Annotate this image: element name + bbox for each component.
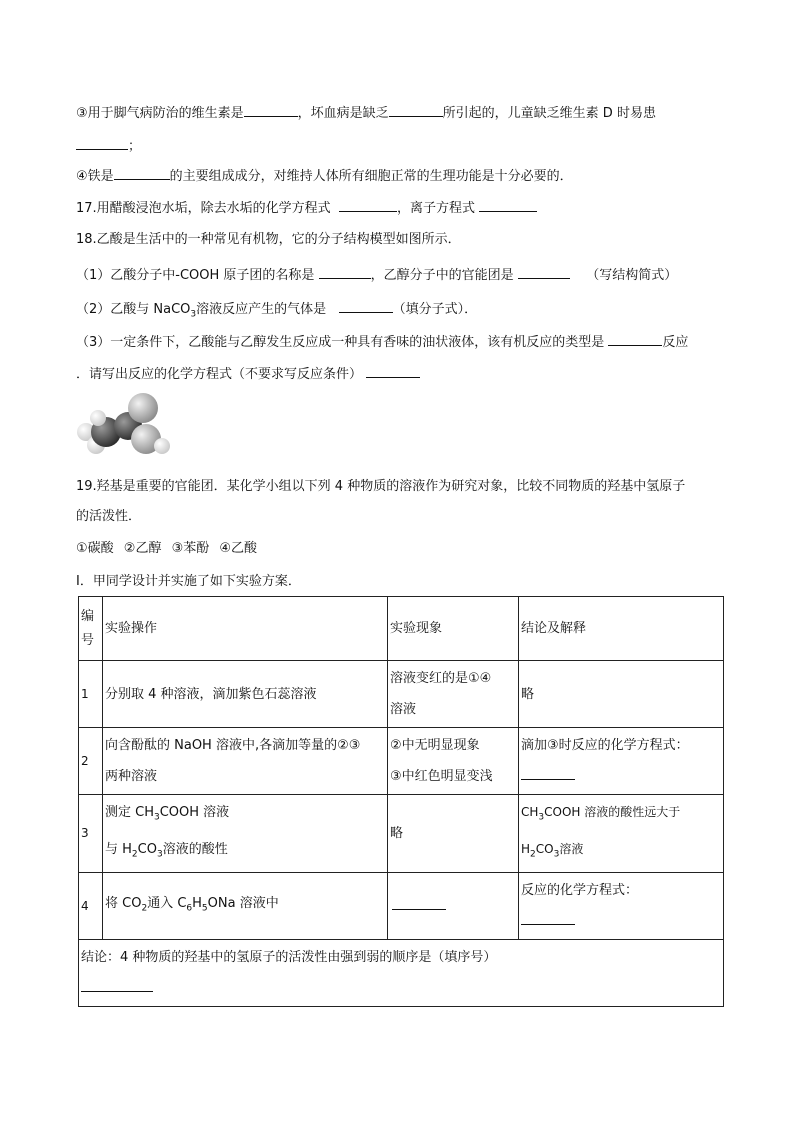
table-row [79,661,724,728]
text-fragment: 溶液 [559,841,584,856]
row-number [79,795,103,873]
answer-blank[interactable] [114,166,170,180]
text-fragment: 1 [81,686,89,701]
text-fragment: 结论：4 种物质的羟基中的氢原子的活泼性由强到弱的顺序是（填序号） [81,950,497,966]
text-fragment: （写结构简式） [586,268,678,283]
q16-item3-line1 [76,103,656,123]
text-fragment: 实验现象 [390,621,443,636]
text-fragment: ONa 溶液中 [207,895,279,911]
text-fragment: 滴加③时反应的化学方程式： [521,738,689,753]
text-fragment: 2 [530,848,536,859]
text-fragment: 2 [141,903,148,914]
header-number [79,597,103,661]
row-number [79,873,103,940]
row-conclusion [519,873,724,940]
q18-part2 [76,299,477,324]
text-fragment: 2 [131,849,138,860]
text-fragment: 两种溶液 [105,769,158,784]
text-fragment: 略 [390,826,404,842]
text-fragment: （3）一定条件下，乙酸能与乙醇发生反应成一种具有香味的油状液体，该有机反应的类型是 [76,335,605,350]
answer-blank[interactable] [366,364,420,378]
text-fragment: 反应 [662,335,689,350]
text-fragment: ； [128,139,142,154]
text-fragment: 4 [81,898,89,913]
text-fragment: 溶液反应产生的气体是 [196,302,327,317]
text-fragment: 通入 C [147,895,187,911]
q18-part3-line2 [76,364,420,384]
text-fragment: COOH 溶液的酸性远大于 [544,805,681,820]
q16-item3-line2 [76,136,141,156]
text-fragment: 2 [81,753,89,768]
row-observation [388,795,519,873]
text-fragment: 5 [201,903,208,914]
table-row [79,873,724,940]
q19-stem-2 [76,508,141,526]
text-fragment: ，乙醇分子中的官能团是 [370,268,514,283]
text-fragment: 测定 CH [105,805,154,820]
text-fragment: I．甲同学设计并实施了如下实验方案． [76,574,301,589]
text-fragment: CH [521,805,539,820]
text-fragment: （1）乙酸分子中-COOH 原子团的名称是 [76,268,315,283]
text-fragment: 溶液的酸性 [162,841,228,857]
text-fragment: 3 [190,309,197,320]
text-fragment: 编 [81,608,95,624]
text-fragment: 略 [521,686,535,702]
row-conclusion [519,795,724,873]
text-fragment: 17.用醋酸浸泡水垢，除去水垢的化学方程式 [76,201,331,216]
row-observation [388,873,519,940]
text-fragment: 3 [154,812,160,823]
experiment-table [78,596,724,1007]
oxygen-atom [128,393,158,423]
text-fragment: 反应的化学方程式： [521,883,639,899]
text-fragment: CO [535,841,554,856]
text-fragment: 分别取 4 种溶液，滴加紫色石蕊溶液 [105,686,317,702]
row-conclusion [519,728,724,795]
text-fragment: 的活泼性． [76,509,142,524]
table-conclusion-row [79,940,724,1007]
header-operation [103,597,388,661]
text-fragment: 溶液 [390,702,417,717]
answer-blank[interactable] [76,136,128,150]
conclusion-cell [79,940,724,1007]
answer-blank[interactable] [389,103,443,117]
row-number [79,661,103,728]
text-fragment: 的主要组成成分，对维持人体所有细胞正常的生理功能是十分必要的． [169,169,573,184]
answer-blank[interactable] [339,299,393,313]
row-operation [103,795,388,873]
hydrogen-atom [154,438,170,454]
text-fragment: 18.乙酸是生活中的一种常见有机物，它的分子结构模型如图所示． [76,232,461,247]
row-operation [103,873,388,940]
answer-blank[interactable] [518,265,570,279]
answer-blank[interactable] [339,198,397,212]
text-fragment: COOH 溶液 [159,805,230,820]
text-fragment: CO [137,841,157,857]
text-fragment: ③用于脚气病防治的维生素是 [76,106,244,121]
q18-part3-line1 [76,332,688,352]
answer-blank[interactable] [479,198,537,212]
text-fragment: H [521,841,531,856]
row-observation [388,728,519,795]
answer-blank[interactable] [319,265,371,279]
text-fragment: ．请写出反应的化学方程式（不要求写反应条件） [76,367,363,382]
q19-options [76,540,257,558]
header-observation [388,597,519,661]
text-fragment: 溶液变红的是①④ [390,671,492,686]
text-fragment: ，坏血病是缺乏 [297,106,389,121]
text-fragment: 结论及解释 [521,621,587,636]
answer-blank[interactable] [521,766,575,780]
answer-blank[interactable] [392,896,446,910]
table-row [79,728,724,795]
text-fragment: （填分子式）． [392,302,478,317]
text-fragment: 6 [186,903,193,914]
q17 [76,198,537,218]
text-fragment: 与 H [105,841,132,857]
text-fragment: ②中无明显现象 [390,738,480,753]
acetic-acid-molecule-model [76,392,172,458]
answer-blank[interactable] [521,911,575,925]
q18-stem [76,231,461,249]
text-fragment: 3 [156,849,163,860]
text-fragment: ①碳酸 ②乙醇 ③苯酚 ④乙酸 [76,541,258,556]
text-fragment: 3 [81,826,89,841]
q18-part1 [76,265,677,285]
row-operation [103,661,388,728]
answer-blank[interactable] [608,332,662,346]
text-fragment: （2）乙酸与 NaCO [76,302,191,317]
text-fragment: 向含酚酞的 NaOH 溶液中,各滴加等量的②③ [105,738,361,753]
text-fragment: 号 [81,632,95,648]
answer-blank[interactable] [81,978,153,992]
text-fragment: 实验操作 [105,621,158,636]
row-number [79,728,103,795]
text-fragment: 所引起的，儿童缺乏维生素 D 时易患 [442,106,656,121]
row-observation [388,661,519,728]
table-row [79,795,724,873]
text-fragment: 3 [538,812,545,823]
text-fragment: 将 CO [105,895,142,911]
text-fragment: 19.羟基是重要的官能团．某化学小组以下列 4 种物质的溶液作为研究对象，比较不同物质的羟基中氢原子 [76,479,686,494]
q19-stem-1 [76,478,685,496]
text-fragment: ③中红色明显变浅 [390,769,493,784]
text-fragment: H [192,895,202,911]
hydrogen-atom [90,410,106,426]
text-fragment: ④铁是 [76,169,114,184]
header-conclusion [519,597,724,661]
table-header-row [79,597,724,661]
text-fragment: ，离子方程式 [396,201,475,216]
text-fragment: 3 [553,848,560,859]
row-conclusion [519,661,724,728]
row-operation [103,728,388,795]
answer-blank[interactable] [244,103,298,117]
q16-item4 [76,166,573,186]
q19-part1-heading [76,573,301,591]
